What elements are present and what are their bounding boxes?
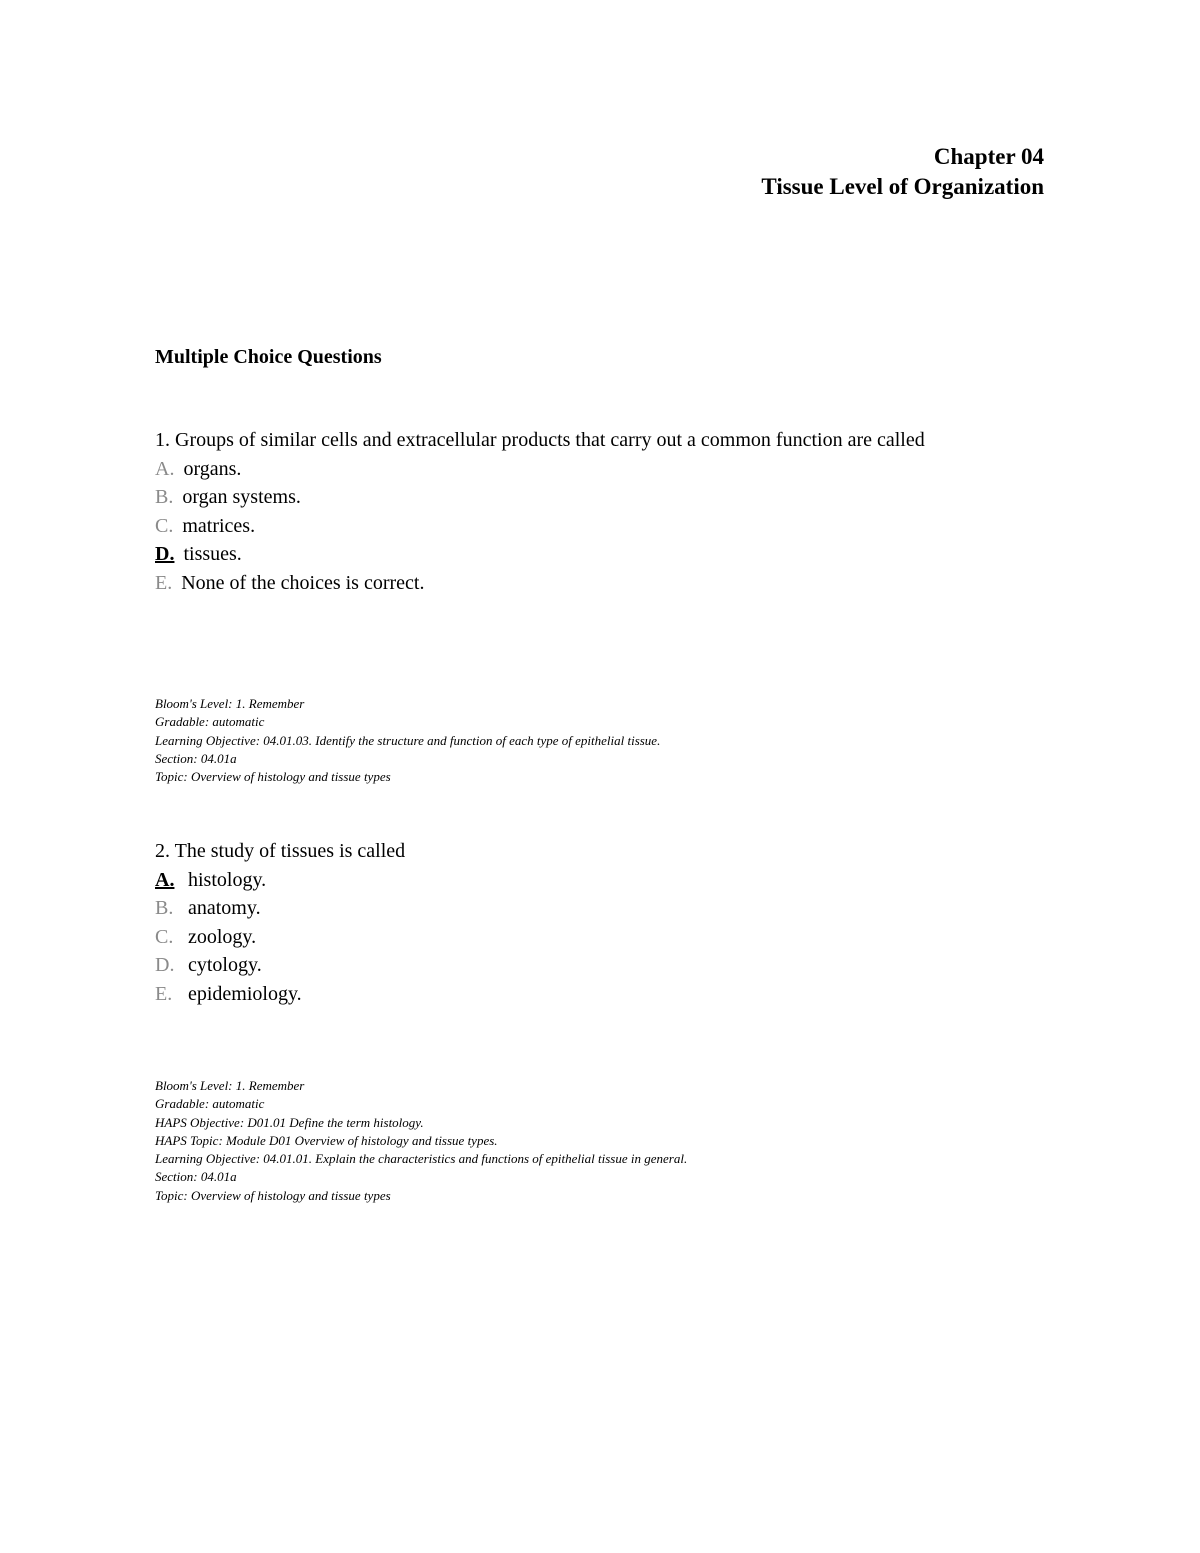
gradable: Gradable: automatic xyxy=(155,714,265,730)
question-stem: 2. The study of tissues is called xyxy=(155,840,406,862)
correct-choice-letter: D. xyxy=(155,543,175,565)
haps-objective: HAPS Objective: D01.01 Define the term histology. xyxy=(155,1114,424,1130)
blooms-level: Bloom's Level: 1. Remember xyxy=(155,1078,305,1093)
choice-text: None of the choices is correct. xyxy=(181,571,425,594)
choice-letter: D. xyxy=(155,954,175,976)
choice-c xyxy=(155,512,1035,541)
choice-text: anatomy. xyxy=(188,897,261,919)
choice-b xyxy=(155,483,1035,512)
section: Section: 04.01a xyxy=(155,750,237,766)
choice-text: epidemiology. xyxy=(188,982,302,1005)
topic: Topic: Overview of histology and tissue types xyxy=(155,1187,391,1203)
question-1-metadata xyxy=(155,695,1055,786)
chapter-title: Tissue Level of Organization xyxy=(761,174,1044,199)
topic: Topic: Overview of histology and tissue types xyxy=(155,769,391,785)
haps-topic: HAPS Topic: Module D01 Overview of histology and tissue types. xyxy=(155,1132,498,1148)
question-2-metadata xyxy=(155,1077,1055,1205)
chapter-header xyxy=(761,142,1044,202)
choice-letter: E. xyxy=(155,571,173,594)
choice-text: tissues. xyxy=(183,543,242,565)
choice-text: organ systems. xyxy=(182,486,301,508)
chapter-number: Chapter 04 xyxy=(933,144,1044,169)
choice-letter: A. xyxy=(155,457,175,480)
question-stem: 1. Groups of similar cells and extracellular products that carry out a common function are called xyxy=(155,429,925,451)
choice-b xyxy=(155,894,1035,923)
choice-letter: C. xyxy=(155,514,174,537)
choice-letter: B. xyxy=(155,897,174,919)
choice-e xyxy=(155,569,1035,598)
choice-a xyxy=(155,455,1035,484)
question-2 xyxy=(155,837,1035,1008)
choice-c xyxy=(155,923,1035,952)
correct-choice-letter: A. xyxy=(155,868,175,891)
choice-text: organs. xyxy=(183,457,242,480)
choice-e xyxy=(155,980,1035,1009)
blooms-level: Bloom's Level: 1. Remember xyxy=(155,696,305,711)
choice-text: zoology. xyxy=(188,925,257,948)
choice-text: histology. xyxy=(188,868,267,891)
question-1 xyxy=(155,426,1035,597)
choice-letter: C. xyxy=(155,925,174,948)
choice-text: cytology. xyxy=(188,954,262,976)
learning-objective: Learning Objective: 04.01.03. Identify the structure and function of each type of epithelial tissue. xyxy=(155,732,661,748)
choice-letter: B. xyxy=(155,486,174,508)
section-heading: Multiple Choice Questions xyxy=(155,346,382,368)
choice-letter: E. xyxy=(155,982,173,1005)
choice-d xyxy=(155,540,1035,569)
choice-a xyxy=(155,866,1035,895)
gradable: Gradable: automatic xyxy=(155,1096,265,1112)
choice-text: matrices. xyxy=(182,514,256,537)
learning-objective: Learning Objective: 04.01.01. Explain the characteristics and functions of epithelial tissue in general. xyxy=(155,1151,688,1167)
choice-d xyxy=(155,951,1035,980)
section: Section: 04.01a xyxy=(155,1169,237,1185)
